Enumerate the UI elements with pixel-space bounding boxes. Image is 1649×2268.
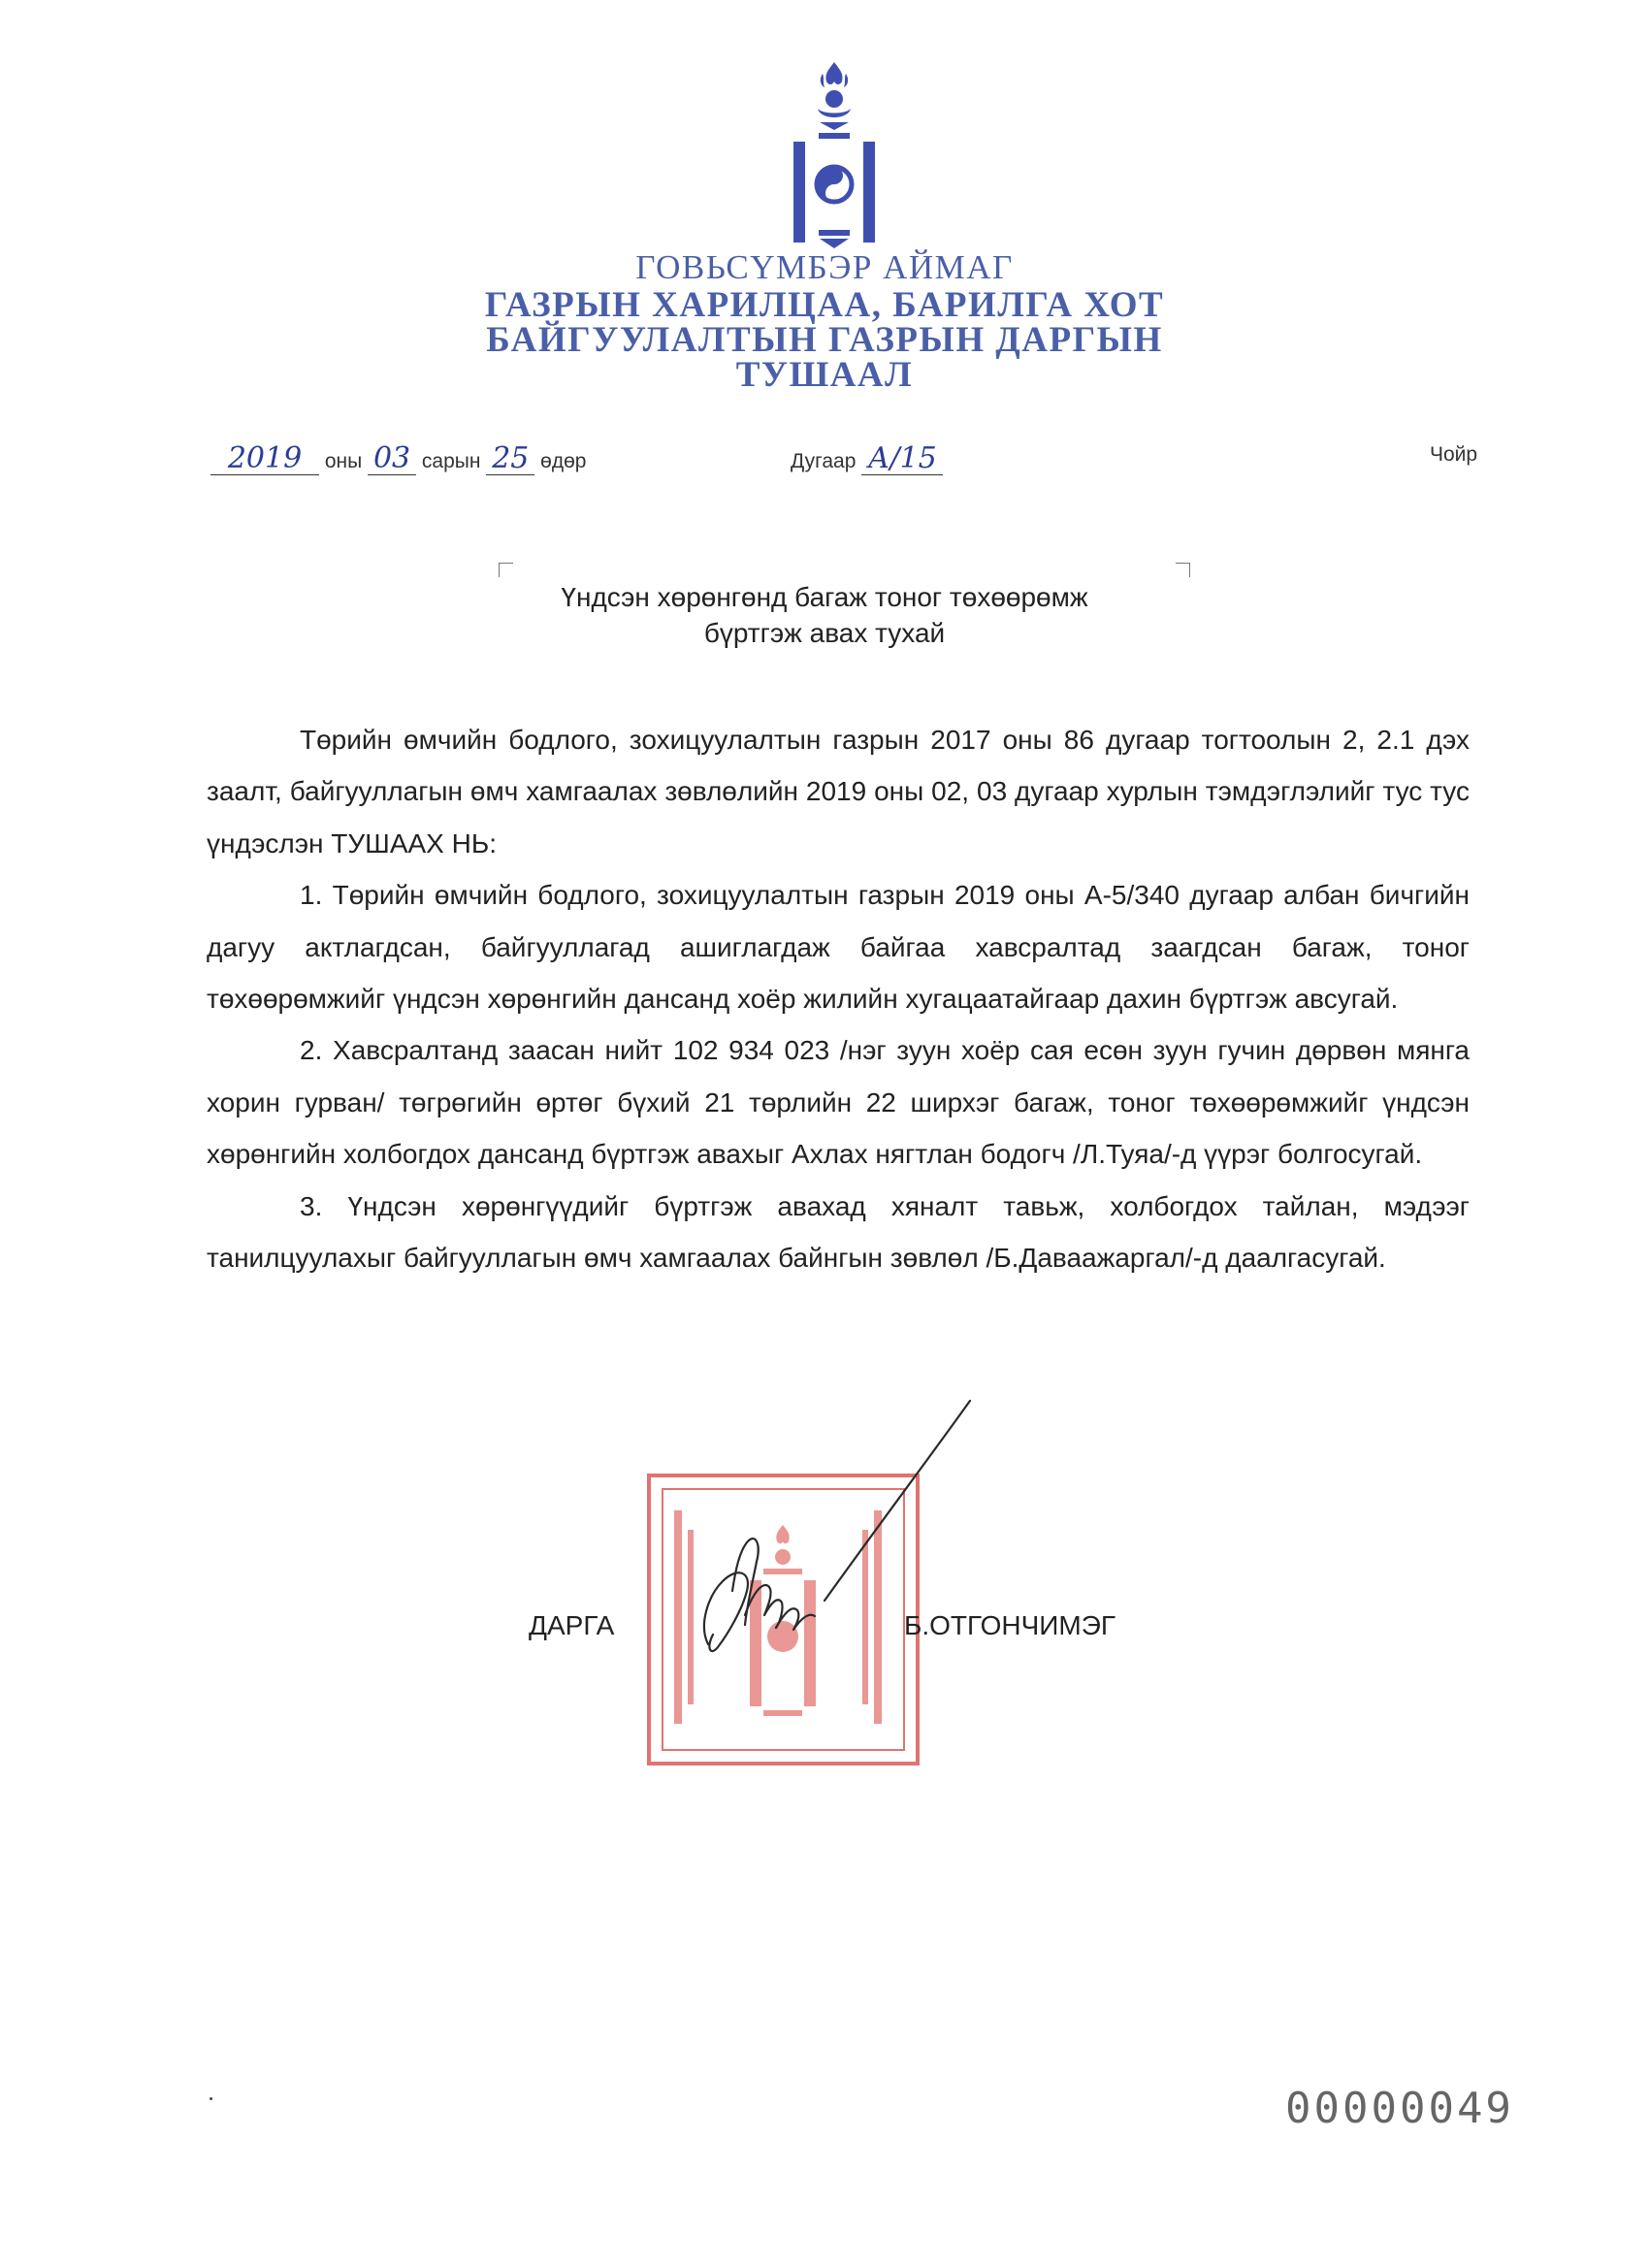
order-item-1: 1. Төрийн өмчийн бодлого, зохицуулалтын газрын 2019 оны А-5/340 дугаар албан бичгийн дагуу актлагдсан, байгууллагад ашиглагдаж байгаа хавсралтад заагдсан багаж, тоног төхөөрөмжийг үндсэн хөрөнгийн дансанд хоёр жилийн хугацаатайгаар дахин бүртгэж авсугай. [207,880,1470,1015]
organization-heading-line2: БАЙГУУЛАЛТЫН ГАЗРЫН ДАРГЫН [486,320,1163,360]
order-body [207,714,1470,1283]
number-label: Дугаар [791,450,857,472]
preamble-paragraph: Төрийн өмчийн бодлого, зохицуулалтын газрын 2017 оны 86 дугаар тогтоолын 2, 2.1 дэх заалт, байгууллагын өмч хамгаалах зөвлөлийн 2019 оны 02, 03 дугаар хурлын тэмдэглэлийг тус тус үндэслэн ТУШААХ НЬ: [207,725,1470,859]
year-field [210,441,319,475]
month-label: сарын [421,450,481,472]
handwritten-signature [679,1397,989,1707]
day-label: өдөр [540,450,587,472]
signatory-title: ДАРГА [529,1610,615,1640]
month-field [368,441,416,475]
document-type-heading: ТУШААЛ [735,355,914,395]
subject-line2: бүртгэж авах тухай [703,618,946,648]
document-serial-number: 00000049 [1285,2084,1514,2133]
month-value: 03 [372,441,411,475]
organization-heading-line1: ГАЗРЫН ХАРИЛЦАА, БАРИЛГА ХОТ [484,285,1165,325]
subject-line1: Үндсэн хөрөнгөнд багаж тоног төхөөрөмж [561,582,1088,612]
day-value: 25 [492,441,530,475]
number-line [791,441,943,475]
year-value: 2019 [227,441,303,475]
date-line [210,441,587,475]
aimag-heading: ГОВЬСҮМБЭР АЙМАГ [635,248,1014,286]
place-label: Чойр [1430,443,1478,466]
day-field [486,441,534,475]
scan-speck [210,2097,212,2100]
number-field [861,441,943,475]
order-item-3: 3. Үндсэн хөрөнгүүдийг бүртгэж авахад хяналт тавьж, холбогдох тайлан, мэдээг танилцуулахыг байгууллагын өмч хамгаалах байнгын зөвлөл /Б.Даваажаргал/-д даалгасугай. [207,1190,1470,1274]
signatory-name: Б.ОТГОНЧИМЭГ [904,1610,1116,1640]
order-item-2: 2. Хавсралтанд заасан нийт 102 934 023 /нэг зуун хоёр сая есөн зуун гучин дөрвөн мянга хорин гурван/ төгрөгийн өртөг бүхий 21 төрлийн 22 ширхэг багаж, тоног төхөөрөмжийг үндсэн хөрөнгийн холбогдох дансанд бүртгэж авахыг Ахлах нягтлан бодогч /Л.Туяа/-д үүрэг болгосугай. [207,1035,1470,1170]
soyombo-emblem-icon [776,60,892,254]
corner-mark-right [1176,563,1190,577]
year-label: оны [324,450,363,472]
number-value: А/15 [867,441,937,475]
corner-mark-left [499,563,513,577]
